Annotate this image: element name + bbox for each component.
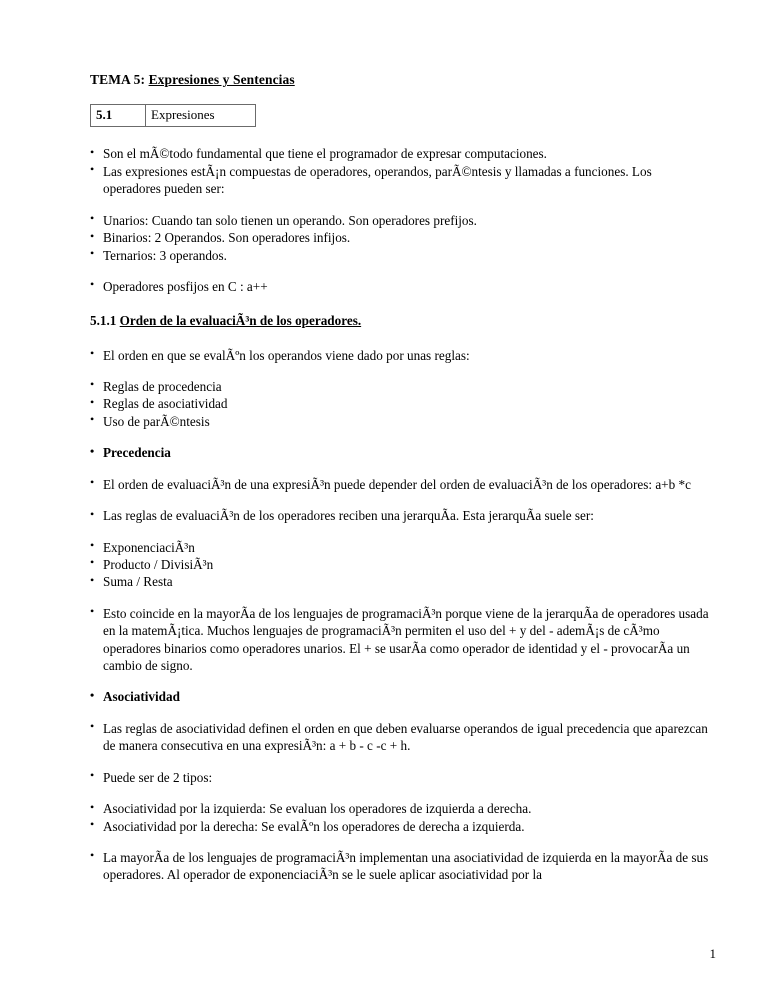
spacer (90, 364, 712, 378)
list-item: • Binarios: 2 Operandos. Son operadores infijos. (90, 229, 712, 246)
spacer (90, 264, 712, 278)
operator-kinds-list (90, 212, 712, 264)
spacer (90, 706, 712, 720)
intro-bullet-list (90, 145, 712, 197)
list-item: • Puede ser de 2 tipos: (90, 769, 712, 786)
associativity-paragraph-2 (90, 769, 712, 786)
precedence-paragraph-3 (90, 605, 712, 675)
list-item: • Las reglas de evaluaciÃ³n de los operadores reciben una jerarquÃa. Esta jerarquÃa suele ser: (90, 507, 712, 524)
spacer (90, 674, 712, 688)
section-number-table (90, 104, 256, 127)
associativity-heading: • Asociatividad (90, 688, 712, 705)
hierarchy-list (90, 539, 712, 591)
section-label-cell: Expresiones (146, 105, 256, 127)
precedence-paragraph-2 (90, 507, 712, 524)
associativity-paragraph-1 (90, 720, 712, 755)
list-item: • Unarios: Cuando tan solo tienen un operando. Son operadores prefijos. (90, 212, 712, 229)
associativity-heading-list (90, 688, 712, 705)
precedence-heading-list (90, 444, 712, 461)
spacer (90, 786, 712, 800)
spacer (90, 493, 712, 507)
precedence-paragraph-1 (90, 476, 712, 493)
spacer (90, 591, 712, 605)
subheading-text: Orden de la evaluaciÃ³n de los operadores. (119, 313, 362, 329)
spacer (90, 462, 712, 476)
list-item: • Operadores posfijos en C : a++ (90, 278, 712, 295)
list-item: • Las expresiones estÃ¡n compuestas de operadores, operandos, parÃ©ntesis y llamadas a funciones. Los operadores pueden ser: (90, 163, 712, 198)
rules-list (90, 378, 712, 430)
list-item: • Producto / DivisiÃ³n (90, 556, 712, 573)
list-item: • ExponenciaciÃ³n (90, 539, 712, 556)
list-item: • Ternarios: 3 operandos. (90, 247, 712, 264)
list-item: • Asociatividad por la derecha: Se evalÃºn los operadores de derecha a izquierda. (90, 818, 712, 835)
list-item: • Suma / Resta (90, 573, 712, 590)
spacer (90, 755, 712, 769)
list-item: • Las reglas de asociatividad definen el orden en que deben evaluarse operandos de igual precedencia que aparezcan de manera consecutiva en una expresiÃ³n: a + b - c -c + h. (90, 720, 712, 755)
associativity-types-list (90, 800, 712, 835)
page-number: 1 (709, 946, 716, 961)
subheading-number: 5.1.1 (90, 313, 117, 329)
subheading-5-1-1 (90, 312, 712, 329)
postfix-operators-list (90, 278, 712, 295)
spacer (90, 525, 712, 539)
list-item: • Asociatividad por la izquierda: Se evaluan los operadores de izquierda a derecha. (90, 800, 712, 817)
associativity-paragraph-3 (90, 849, 712, 884)
table-row (91, 105, 256, 127)
spacer (90, 330, 712, 347)
order-intro-list (90, 347, 712, 364)
page-title (90, 72, 712, 88)
list-item: • La mayorÃa de los lenguajes de programaciÃ³n implementan una asociatividad de izquierda en la mayorÃa de sus operadores. Al operador de exponenciaciÃ³n se le suele aplicar asociatividad por la (90, 849, 712, 884)
list-item: • Uso de parÃ©ntesis (90, 413, 712, 430)
list-item: • Esto coincide en la mayorÃa de los lenguajes de programaciÃ³n porque viene de la jerarquÃa de operadores usada en la matemÃ¡tica. Muchos lenguajes de programaciÃ³n permiten el uso del + y del - ademÃ¡s de cÃ³mo operadores binarios como operadores unarios. El + se usarÃa como operador de identidad y el - provocarÃa un cambio de signo. (90, 605, 712, 675)
list-item: • Reglas de asociatividad (90, 395, 712, 412)
precedence-heading: • Precedencia (90, 444, 712, 461)
section-number-cell: 5.1 (91, 105, 146, 127)
title-prefix: TEMA 5: (90, 72, 146, 87)
list-item: • El orden en que se evalÃºn los operandos viene dado por unas reglas: (90, 347, 712, 364)
spacer (90, 430, 712, 444)
list-item: • Reglas de procedencia (90, 378, 712, 395)
list-item: • Son el mÃ©todo fundamental que tiene el programador de expresar computaciones. (90, 145, 712, 162)
list-item: • El orden de evaluaciÃ³n de una expresiÃ³n puede depender del orden de evaluaciÃ³n de los operadores: a+b *c (90, 476, 712, 493)
title-main: Expresiones y Sentencias (148, 72, 295, 87)
spacer (90, 198, 712, 212)
spacer (90, 835, 712, 849)
